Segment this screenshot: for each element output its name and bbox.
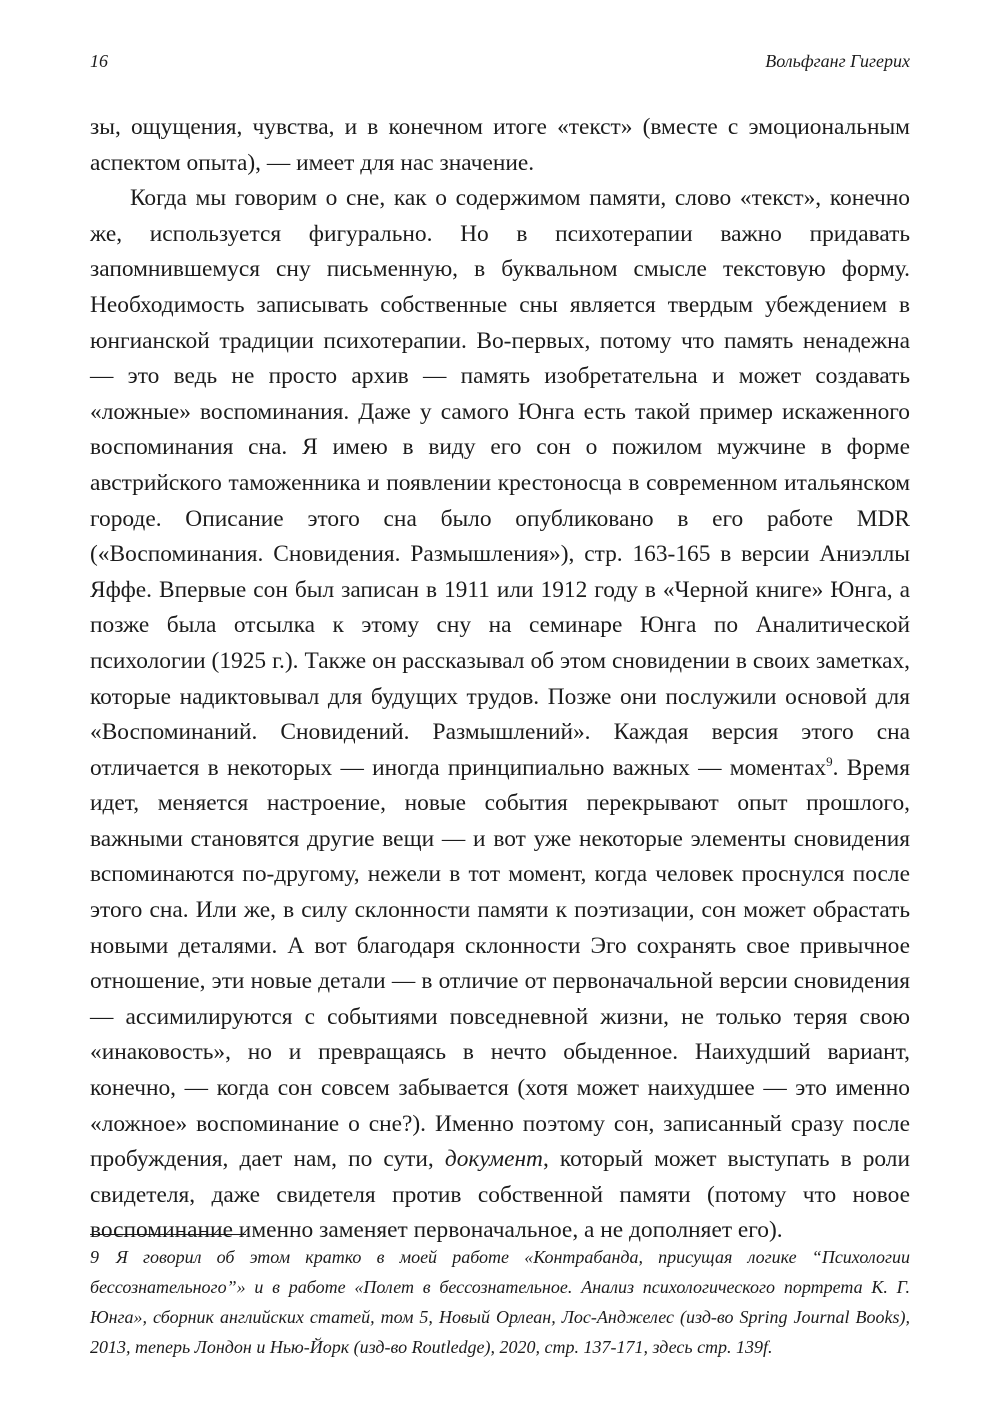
paragraph-dream-memory bbox=[90, 181, 910, 1249]
footnote-text: Я говорил об этом кратко в моей работе «Контрабанда, присущая логике “Психологии бессознательного”» и в работе «Полет в бессознательное. Анализ психологического портрета К. Г. Юнга», сборник английских статей, том 5, Новый Орлеан, Лос-Анджелес (изд-во Spring Journal Books), 2013, теперь Лондон и Нью-Йорк (изд-во Routledge), 2020, стр. 137-171, здесь стр. 139f. bbox=[90, 1247, 910, 1357]
book-page bbox=[90, 46, 910, 1386]
running-head-author: Вольфганг Гигерих bbox=[765, 51, 910, 71]
page-number: 16 bbox=[90, 51, 108, 71]
paragraph-text-before-note: Когда мы говорим о сне, как о содержимом памяти, слово «текст», конечно же, используется фигурально. Но в психотерапии важно придавать запомнившемуся сну письменную, в буквальном смысле текстовую форму. Необходимость записывать собственные сны является твердым убеждением в юнгианской традиции психотерапии. Во-первых, потому что память ненадежна — это ведь не просто архив — память изобретательна и может создавать «ложные» воспоминания. Даже у самого Юнга есть такой пример искаженного воспоминания сна. Я имею в виду его сон о пожилом мужчине в форме австрийского таможенника и появлении крестоносца в современном итальянском городе. Описание этого сна было опубликовано в его работе MDR («Воспоминания. Сновидения. Размышления»), стр. 163-165 в версии Аниэллы Яффе. Впервые сон был записан в 1911 или 1912 году в «Черной книге» Юнга, а позже была отсылка к этому сну на семинаре Юнга по Аналитической психологии (1925 г.). Также он рассказывал об этом сновидении в своих заметках, которые надиктовывал для будущих трудов. Позже они послужили основой для «Воспоминаний. Сновидений. Размышлений». Каждая версия этого сна отличается в некоторых — иногда принципиально важных — моментах bbox=[90, 185, 910, 781]
paragraph-continuation: зы, ощущения, чувства, и в конечном итоге «текст» (вместе с эмоциональным аспектом опыта), — имеет для нас значение. bbox=[90, 114, 910, 176]
footnote-reference[interactable]: 9 bbox=[826, 753, 833, 769]
emphasized-word: документ bbox=[444, 1146, 543, 1173]
footnote-number: 9 bbox=[90, 1247, 99, 1267]
footnote bbox=[90, 1242, 910, 1362]
running-header bbox=[90, 46, 910, 86]
main-text bbox=[90, 110, 910, 1249]
paragraph-text-after-note: . Время идет, меняется настроение, новые события перекрывают опыт прошлого, важными становятся другие вещи — и вот уже некоторые элементы сновидения вспоминаются по-другому, нежели в тот момент, когда человек проснулся после этого сна. Или же, в силу склонности памяти к поэтизации, сон может обрастать новыми деталями. А вот благодаря склонности Эго сохранять свое привычное отношение, эти новые детали — в отличие от первоначальной версии сновидения — ассимилируются с событиями повседневной жизни, не только теряя свою «инаковость», но и превращаясь в нечто обыденное. Наихудший вариант, конечно, — когда сон совсем забывается (хотя может наихудшее — это именно «ложное» воспоминание о сне?). Именно поэтому сон, записанный сразу после пробуждения, дает нам, по сути, bbox=[90, 754, 910, 1173]
footnote-divider bbox=[90, 1234, 246, 1235]
paragraph-text-end: , который может выступать в роли свидетеля, даже свидетеля против собственной памяти (потому что новое воспоминание именно заменяет первоначальное, а не дополняет его). bbox=[90, 1146, 910, 1244]
